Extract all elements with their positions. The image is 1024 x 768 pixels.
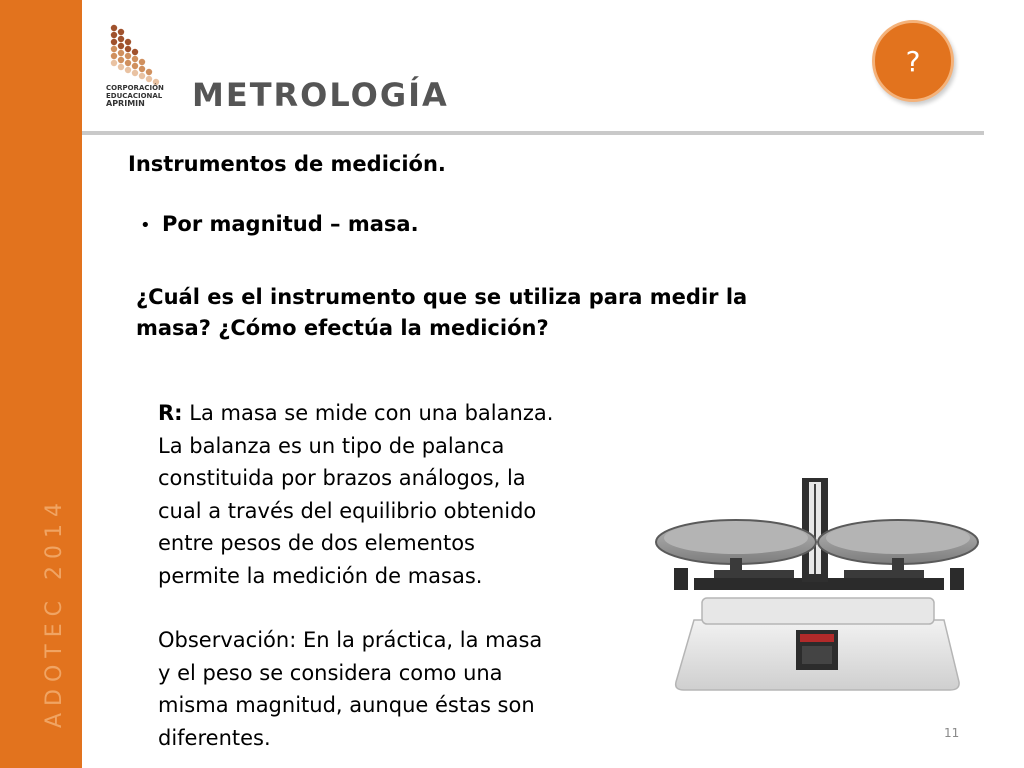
slide-heading: Instrumentos de medición.	[128, 152, 446, 176]
observation-line: diferentes.	[158, 725, 271, 750]
bullet-dot-icon: •	[140, 215, 151, 236]
help-question-mark: ?	[905, 45, 921, 78]
logo-caption	[106, 84, 166, 108]
answer-line: La balanza es un tipo de palanca	[158, 433, 505, 458]
answer-line: entre pesos de dos elementos	[158, 531, 475, 555]
header-divider	[82, 131, 984, 135]
answer-label: R:	[158, 401, 183, 425]
bullet-item	[140, 212, 419, 236]
answer-line: cual a través del equilibrio obtenido	[158, 498, 537, 523]
answer-line: permite la medición de masas.	[158, 563, 483, 588]
logo-line-2: EDUCACIONAL	[106, 92, 163, 100]
logo-line-1: CORPORACIÓN	[106, 84, 164, 92]
balance-scale-image	[654, 470, 980, 694]
paragraph-gap	[158, 592, 658, 624]
question-text	[136, 282, 896, 344]
answer-line	[158, 397, 658, 430]
observation-line: y el peso se considera como una	[158, 660, 503, 685]
answer-line: constituida por brazos análogos, la	[158, 466, 526, 490]
question-line-2: masa? ¿Cómo efectúa la medición?	[136, 316, 549, 340]
page-title: METROLOGÍA	[192, 76, 449, 114]
logo-line-3: APRIMIN	[106, 99, 145, 108]
help-button[interactable]	[872, 20, 954, 102]
bullet-text: Por magnitud – masa.	[162, 212, 419, 236]
observation-line: misma magnitud, aunque éstas son	[158, 693, 535, 717]
answer-line-text: La masa se mide con una balanza.	[182, 401, 554, 425]
sidebar-vertical-text: ADOTEC 2014	[42, 496, 67, 728]
page-number: 11	[944, 726, 960, 740]
sidebar-band	[0, 0, 82, 768]
observation-line: Observación: En la práctica, la masa	[158, 628, 543, 652]
answer-block	[158, 397, 658, 754]
question-line-1: ¿Cuál es el instrumento que se utiliza para medir la	[136, 285, 748, 309]
